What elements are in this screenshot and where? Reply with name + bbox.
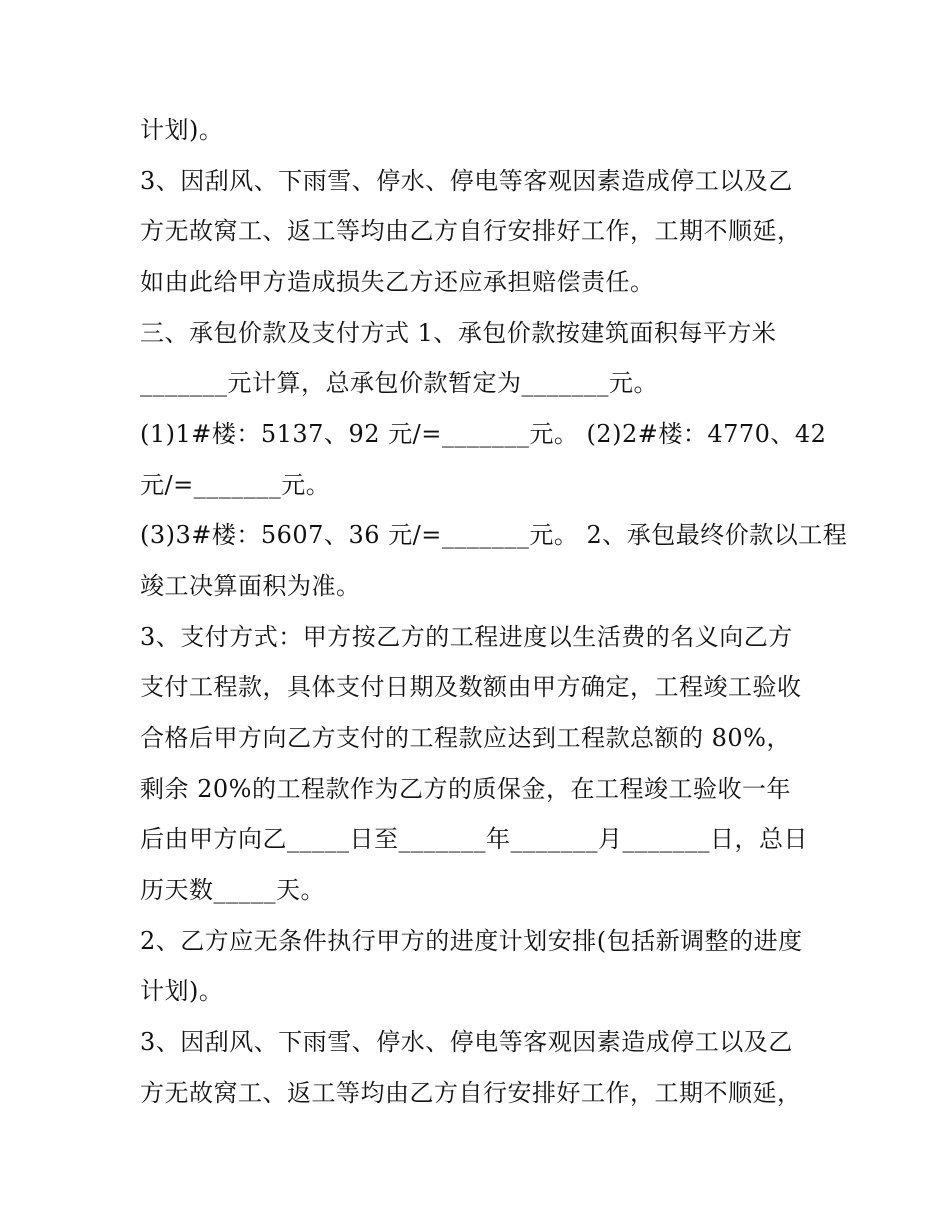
text-line: 如由此给甲方造成损失乙方还应承担赔偿责任。: [140, 268, 655, 296]
text-line: (1)1#楼：5137、92 元/=_______元。 (2)2#楼：4770、42: [140, 420, 827, 448]
text-line: 元/=_______元。: [140, 471, 331, 499]
text-line: 计划)。: [140, 116, 224, 144]
text-line: 历天数_____天。: [140, 876, 325, 904]
text-line: 后由甲方向乙_____日至_______年_______月_______日，总日: [140, 825, 808, 853]
text-line: 三、承包价款及支付方式 1、承包价款按建筑面积每平方米: [140, 319, 777, 347]
text-line: (3)3#楼：5607、36 元/=_______元。 2、承包最终价款以工程: [140, 521, 848, 549]
text-line: 3、因刮风、下雨雪、停水、停电等客观因素造成停工以及乙: [140, 1028, 793, 1056]
text-line: 支付工程款，具体支付日期及数额由甲方确定，工程竣工验收: [140, 673, 802, 701]
text-line: 方无故窝工、返工等均由乙方自行安排好工作，工期不顺延，: [140, 217, 802, 245]
text-line: 合格后甲方向乙方支付的工程款应达到工程款总额的 80%，: [140, 724, 791, 752]
text-line: 竣工决算面积为准。: [140, 572, 361, 600]
text-line: 3、因刮风、下雨雪、停水、停电等客观因素造成停工以及乙: [140, 167, 793, 195]
text-line: 3、支付方式：甲方按乙方的工程进度以生活费的名义向乙方: [140, 623, 793, 651]
text-line: 方无故窝工、返工等均由乙方自行安排好工作，工期不顺延，: [140, 1079, 802, 1107]
text-line: 剩余 20%的工程款作为乙方的质保金，在工程竣工验收一年: [140, 775, 791, 803]
text-line: 2、乙方应无条件执行甲方的进度计划安排(包括新调整的进度: [140, 927, 803, 955]
text-line: 计划)。: [140, 977, 224, 1005]
text-line: _______元计算，总承包价款暂定为_______元。: [140, 369, 658, 397]
